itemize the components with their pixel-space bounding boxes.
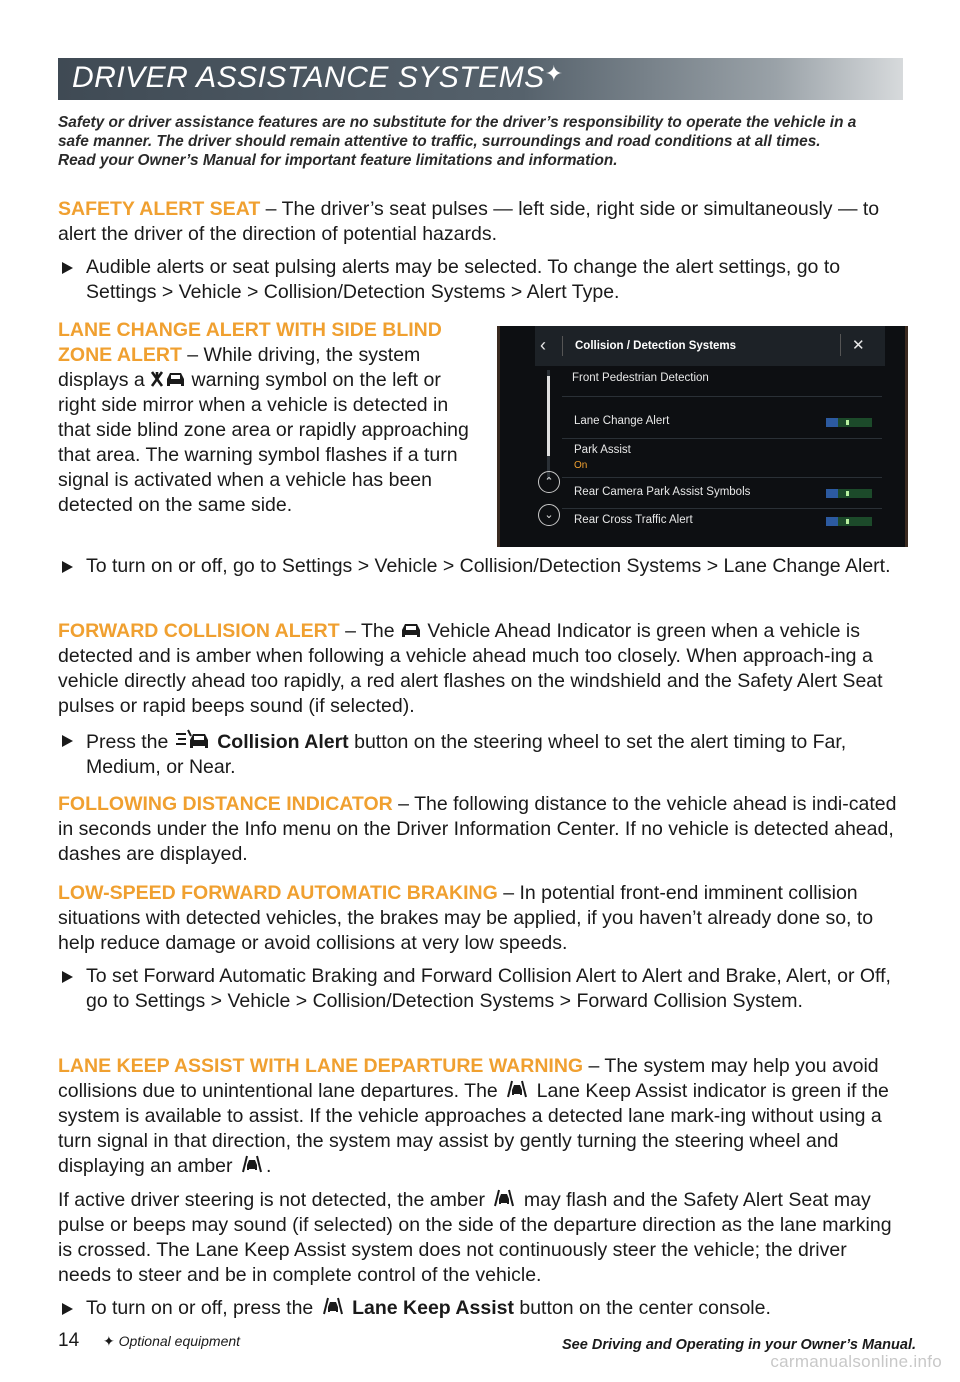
following-distance-paragraph: FOLLOWING DISTANCE INDICATOR – The following distance to the vehicle ahead is indi-cated in seconds under the Info menu on the Driver Information Center. If no vehicle is detected ahead, dashes are displayed. <box>58 793 897 865</box>
bullet-arrow-icon <box>62 1303 73 1315</box>
lane-keep-assist-icon <box>503 1079 531 1099</box>
optional-equipment-note: ✦ Optional equipment <box>103 1333 241 1349</box>
park-assist-status: On <box>574 460 588 471</box>
setting-row-front-pedestrian: Front Pedestrian Detection <box>572 372 709 384</box>
safety-alert-seat-paragraph: SAFETY ALERT SEAT – The driver’s seat pulses — left side, right side or simultaneously — to alert the driver of the direction of potential hazards. <box>58 198 880 245</box>
optional-star-icon: ✦ <box>103 1333 115 1349</box>
bullet-arrow-icon <box>62 971 73 983</box>
lane-keep-assist-icon <box>238 1154 266 1174</box>
scroll-down-icon: ⌄ <box>538 504 560 526</box>
bullet-arrow-icon <box>62 262 73 274</box>
lane-keep-assist-icon <box>490 1188 518 1208</box>
vehicle-ahead-icon <box>400 621 422 639</box>
scroll-up-icon: ⌃ <box>538 471 560 493</box>
toggle-switch-icon <box>826 517 872 526</box>
collision-alert-icon <box>174 728 212 750</box>
collision-alert-bullet: Press the Collision Alert button on the steering wheel to set the alert timing to Far, Medium, or Near. <box>86 728 896 780</box>
row-divider <box>562 438 882 439</box>
lane-keep-assist-paragraph: LANE KEEP ASSIST WITH LANE DEPARTURE WARNING – The system may help you avoid collisions due to unintentional lane departures. The Lane Keep Assist indicator is green if the system is available to assist. If the vehicle approaches a detected lane mark-ing without using a turn signal in that direction, the system may assist by gently turning the steering wheel and displaying an amber . <box>58 1055 889 1177</box>
safety-alert-seat-heading: SAFETY ALERT SEAT <box>58 198 261 220</box>
scrollbar-thumb <box>547 376 550 456</box>
section-title: DRIVER ASSISTANCE SYSTEMS✦ <box>72 61 564 94</box>
close-divider <box>840 334 841 356</box>
page-number: 14 <box>58 1330 80 1351</box>
lane-keep-assist-heading: LANE KEEP ASSIST WITH LANE DEPARTURE WARNING <box>58 1055 584 1077</box>
forward-collision-paragraph: FORWARD COLLISION ALERT – The Vehicle Ahead Indicator is green when a vehicle is detected and is amber when following a vehicle ahead much too closely. When approach-ing a vehicle directly ahead too rapidly, a red alert flashes on the windshield and the Safety Alert Seat pulses or rapid beeps sound (if selected). <box>58 620 883 717</box>
section-header-bar <box>58 58 903 100</box>
setting-row-park-assist: Park Assist <box>574 444 631 456</box>
automatic-braking-bullet: To set Forward Automatic Braking and Forward Collision Alert to Alert and Brake, Alert, or Off, go to Settings > Vehicle > Collision/Detection Systems > Forward Collision System. <box>86 965 891 1012</box>
setting-row-rear-camera-symbols: Rear Camera Park Assist Symbols <box>574 486 751 498</box>
row-divider <box>562 396 882 397</box>
low-speed-braking-paragraph: LOW-SPEED FORWARD AUTOMATIC BRAKING – In potential front-end imminent collision situations with detected vehicles, the brakes may be applied, if you haven’t already done so, to help reduce damage or avoid collisions at very low speeds. <box>58 882 874 954</box>
toggle-switch-icon <box>826 489 872 498</box>
bullet-arrow-icon <box>62 735 73 747</box>
lane-keep-assist-icon <box>319 1296 347 1316</box>
title-divider <box>562 336 563 356</box>
row-divider <box>562 477 882 478</box>
lane-keep-assist-paragraph-2: If active driver steering is not detected, the amber may flash and the Safety Alert Seat may pulse or beeps may sound (if selected) on the side of the departure direction as the lane marking is crossed. The Lane Keep Assist system does not continuously steer the vehicle; the driver needs to steer and be in complete control of the vehicle. <box>58 1189 892 1286</box>
blind-zone-warning-icon <box>150 370 186 388</box>
screen-title: Collision / Detection Systems <box>575 340 737 352</box>
lane-change-bullet: To turn on or off, go to Settings > Vehicle > Collision/Detection Systems > Lane Change Alert. <box>86 555 891 577</box>
collision-alert-button-label: Collision Alert <box>217 731 349 753</box>
optional-star-icon: ✦ <box>544 61 564 86</box>
following-distance-heading: FOLLOWING DISTANCE INDICATOR <box>58 793 393 815</box>
lane-change-alert-paragraph: LANE CHANGE ALERT WITH SIDE BLIND ZONE ALERT – While driving, the system displays a warning symbol on the left or right side mirror when a vehicle is detected in that side blind zone area or rapidly approaching that area. The warning symbol flashes if a turn signal is activated when a vehicle has been detected on the same side. <box>58 319 469 516</box>
lane-keep-assist-bullet: To turn on or off, press the Lane Keep Assist button on the center console. <box>86 1297 771 1319</box>
lane-keep-assist-button-label: Lane Keep Assist <box>352 1297 514 1319</box>
row-divider <box>562 508 882 509</box>
back-chevron-icon: ‹ <box>540 335 546 355</box>
lane-change-alert-heading: LANE CHANGE ALERT WITH SIDE BLIND ZONE ALERT <box>58 319 442 366</box>
watermark: carmanualsonline.info <box>770 1352 942 1371</box>
safety-disclaimer: Safety or driver assistance features are no substitute for the driver’s responsibility to operate the vehicle in a safe manner. The driver should remain attentive to traffic, surroundings and road conditions at all times. Read your Owner’s Manual for important feature limitations and information. <box>58 114 857 169</box>
bullet-arrow-icon <box>62 561 73 573</box>
close-icon: ✕ <box>852 337 865 354</box>
infotainment-screen-image <box>497 326 908 547</box>
low-speed-braking-heading: LOW-SPEED FORWARD AUTOMATIC BRAKING <box>58 882 498 904</box>
owners-manual-reference: See Driving and Operating in your Owner’s Manual. <box>562 1337 916 1353</box>
forward-collision-heading: FORWARD COLLISION ALERT <box>58 620 340 642</box>
setting-row-lane-change-alert: Lane Change Alert <box>574 415 670 427</box>
toggle-switch-icon <box>826 418 872 427</box>
setting-row-rear-cross-traffic: Rear Cross Traffic Alert <box>574 514 693 526</box>
alert-type-bullet: Audible alerts or seat pulsing alerts may be selected. To change the alert settings, go to Settings > Vehicle > Collision/Detection Systems > Alert Type. <box>86 256 841 303</box>
